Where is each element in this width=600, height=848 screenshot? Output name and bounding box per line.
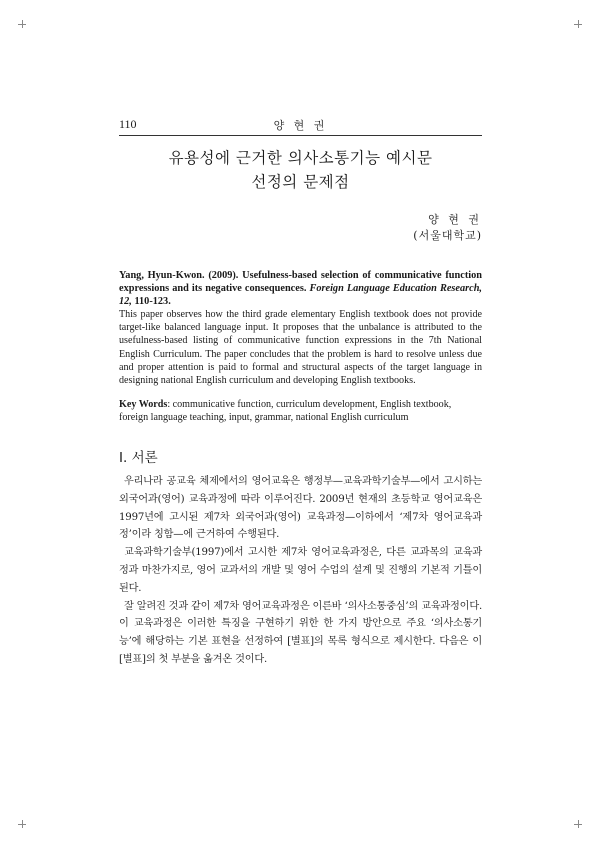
author-block [413,212,482,244]
page-header [119,117,482,133]
section-heading: Ⅰ. 서론 [119,450,158,466]
page-number: 110 [119,117,137,131]
crop-mark [574,24,582,25]
citation [119,269,482,308]
citation-title: Usefulness-based selection of communicative function expressions and its negative consequences. [119,270,482,294]
section-body [119,473,482,669]
citation-journal: Foreign Language Education Research, 12, [119,283,482,307]
author-name: 양 현 권 [428,213,482,226]
body-paragraph: 교육과학기술부(1997)에서 고시한 제7차 영어교육과정은, 다른 교과목의 교육과정과 마찬가지로, 영어 교과서의 개발 및 영어 수업의 설계 및 진행의 기본적 기틀이 된다. [119,547,482,594]
citation-authors: Yang, Hyun-Kwon. (2009). [119,270,239,281]
keywords-label: Key Words [119,399,168,410]
keywords-text: : communicative function, curriculum development, English textbook, foreign language teaching, input, grammar, national English curriculum [119,399,452,424]
keywords [119,398,482,424]
body-paragraph: 우리나라 공교육 체제에서의 영어교육은 행정부—교육과학기술부—에서 고시하는 외국어과(영어) 교육과정에 따라 이루어진다. 2009년 현재의 초등학교 영어교육은 1997년에 고시된 제7차 외국어과(영어) 교육과정—이하에서 ‘제7차 영어교육과정’이라 칭함—에 근거하여 수행된다. [119,476,482,541]
paper-title [119,146,482,194]
crop-mark [574,824,582,825]
header-rule [119,135,482,136]
crop-mark [18,824,26,825]
citation-pages: 110-123. [134,296,171,307]
running-head: 양 현 권 [273,119,328,132]
crop-mark [18,24,26,25]
paper-title-line1: 유용성에 근거한 의사소통기능 예시문 [168,149,433,167]
author-affiliation: (서울대학교) [413,229,482,242]
body-paragraph: 잘 알려진 것과 같이 제7차 영어교육과정은 이른바 ‘의사소통중심’의 교육과정이다. 이 교육과정은 이러한 특징을 구현하기 위한 한 가지 방안으로 주요 ‘의사소통기능’에 해당하는 기본 표현을 선정하여 [별표]의 목록 형식으로 제시한다. 다음은 이 [별표]의 첫 부분을 옮겨온 것이다. [119,600,482,665]
paper-title-line2: 선정의 문제점 [251,173,350,191]
abstract: This paper observes how the third grade elementary English textbook does not provide target-like balanced language input. It proposes that the unbalance is attributed to the usefulness-based listing of communicative function expressions in the 7th National English Curriculum. The paper concludes that the problem is hard to resolve unless due and proper attention is paid to formal and structural aspects of the target language in designing national English curriculum and developing English textbooks. [119,309,482,387]
